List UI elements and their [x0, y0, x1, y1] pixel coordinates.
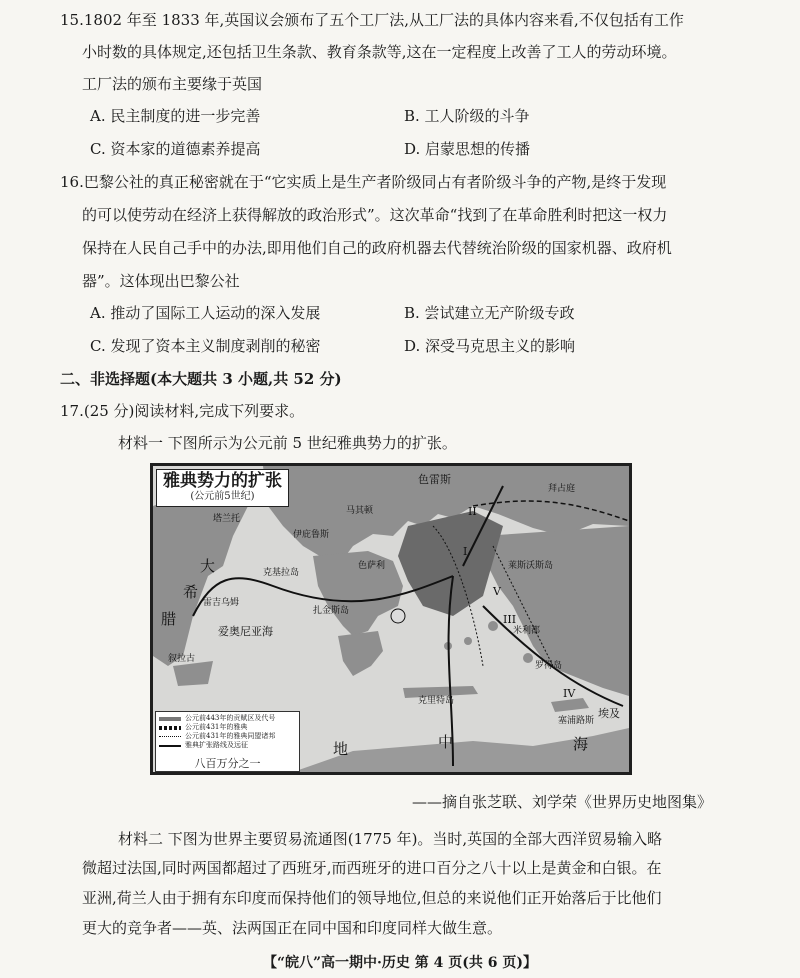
label-xi: 希	[183, 583, 199, 601]
q15-option-c: C. 资本家的道德素养提高	[90, 140, 261, 158]
q16-option-b: B. 尝试建立无产阶级专政	[404, 304, 575, 322]
label-ionian-sea: 爱奥尼亚海	[218, 625, 273, 638]
q15-line-1: 15.1802 年至 1833 年,英国议会颁布了五个工厂法,从工厂法的具体内容来看,不仅包括有工作	[60, 11, 684, 29]
label-epirus: 伊庇鲁斯	[293, 530, 330, 540]
legend-item: 公元前431年的雅典同盟诸邦	[159, 732, 296, 741]
legend-item: 雅典扩张路线及远征	[159, 741, 296, 750]
map-scale: 八百万分之一	[194, 757, 261, 770]
label-miletus: 米利都	[513, 626, 541, 636]
map-source: ——摘自张芝联、刘学荣《世界历史地图集》	[411, 793, 712, 811]
q15-line-2: 小时数的具体规定,还包括卫生条款、教育条款等,这在一定程度上改善了工人的劳动环境。	[82, 43, 677, 61]
map-subtitle: (公元前5世纪)	[190, 491, 255, 502]
q16-line-2: 的可以使劳动在经济上获得解放的政治形式”。这次革命“找到了在革命胜利时把这一权力	[82, 206, 668, 224]
label-road-ii: II	[468, 505, 477, 518]
legend-item: 公元前443年的贡赋区及代号	[159, 714, 296, 723]
legend-swatch-athens	[159, 726, 181, 730]
q17-material-2-line-1: 材料二 下图为世界主要贸易流通图(1775 年)。当时,英国的全部大西洋贸易输入略	[118, 830, 663, 848]
label-thessaly: 色萨利	[358, 561, 386, 571]
label-road-iii: III	[503, 613, 517, 626]
page-footer: 【“皖八”高一期中·历史 第 4 页(共 6 页)】	[262, 955, 538, 971]
q17-material-1: 材料一 下图所示为公元前 5 世纪雅典势力的扩张。	[118, 434, 457, 452]
q15-question-stem: 工厂法的颁布主要缘于英国	[82, 75, 263, 93]
q16-option-c: C. 发现了资本主义制度剥削的秘密	[90, 337, 321, 355]
lesbos-island	[497, 570, 509, 582]
label-macedonia: 马其顿	[346, 506, 374, 516]
label-egypt: 埃及	[598, 707, 620, 720]
label-byzantium: 拜占庭	[548, 484, 576, 494]
legend-swatch-allies	[159, 736, 181, 737]
label-la: 腊	[161, 610, 177, 628]
map-title-box	[156, 469, 289, 507]
label-lesbos: 莱斯沃斯岛	[508, 561, 554, 571]
q17-material-2-line-4: 更大的竞争者——英、法两国正在同中国和印度同样大做生意。	[82, 919, 503, 937]
rhodes-island	[523, 653, 533, 663]
label-thrace: 色雷斯	[418, 473, 451, 486]
label-road-v: V	[493, 585, 501, 598]
label-rhegium: 雷吉乌姆	[203, 598, 240, 608]
label-sea-di: 地	[333, 740, 349, 758]
q16-option-a: A. 推动了国际工人运动的深入发展	[90, 304, 321, 322]
athens-expansion-map	[150, 463, 632, 775]
label-corcyra: 克基拉岛	[263, 568, 300, 578]
label-tarentum: 塔兰托	[213, 514, 241, 524]
label-rhodes: 罗得岛	[535, 661, 563, 671]
q15-option-b: B. 工人阶级的斗争	[404, 107, 530, 125]
map-legend	[155, 711, 300, 772]
legend-item: 公元前431年的雅典	[159, 723, 296, 732]
label-crete: 克里特岛	[418, 696, 455, 706]
legend-swatch-route	[159, 745, 181, 747]
q16-line-1: 16.巴黎公社的真正秘密就在于“它实质上是生产者阶级同占有者阶级斗争的产物,是终于发现	[60, 173, 667, 191]
q15-option-d: D. 启蒙思想的传播	[404, 140, 531, 158]
label-sea-mid: 中	[438, 733, 454, 751]
q16-option-d: D. 深受马克思主义的影响	[404, 337, 576, 355]
label-road-i: I	[463, 545, 468, 558]
section-2-heading: 二、非选择题(本大题共 3 小题,共 52 分)	[60, 370, 342, 388]
label-sea-hai: 海	[573, 735, 589, 753]
q17-material-2-line-2: 微超过法国,同时两国都超过了西班牙,而西班牙的进口百分之八十以上是黄金和白银。在	[82, 859, 662, 877]
label-zacynthus: 扎金斯岛	[313, 606, 350, 616]
q16-line-3: 保持在人民自己手中的办法,即用他们自己的政府机器去代替统治阶级的国家机器、政府机	[82, 239, 672, 257]
athens-marker	[391, 609, 405, 623]
q16-line-4: 器”。这体现出巴黎公社	[82, 272, 240, 290]
label-road-iv: IV	[563, 687, 576, 700]
label-syracuse: 叙拉古	[168, 654, 196, 664]
q17-material-2-line-3: 亚洲,荷兰人由于拥有东印度而保持他们的领导地位,但总的来说他们正开始落后于比他们	[82, 889, 662, 907]
label-cyprus: 塞浦路斯	[558, 716, 595, 726]
q15-option-a: A. 民主制度的进一步完善	[90, 107, 261, 125]
label-da: 大	[200, 557, 216, 575]
legend-swatch-tribute	[159, 717, 181, 721]
map-title: 雅典势力的扩张	[163, 471, 282, 491]
q17-intro: 17.(25 分)阅读材料,完成下列要求。	[60, 402, 305, 420]
